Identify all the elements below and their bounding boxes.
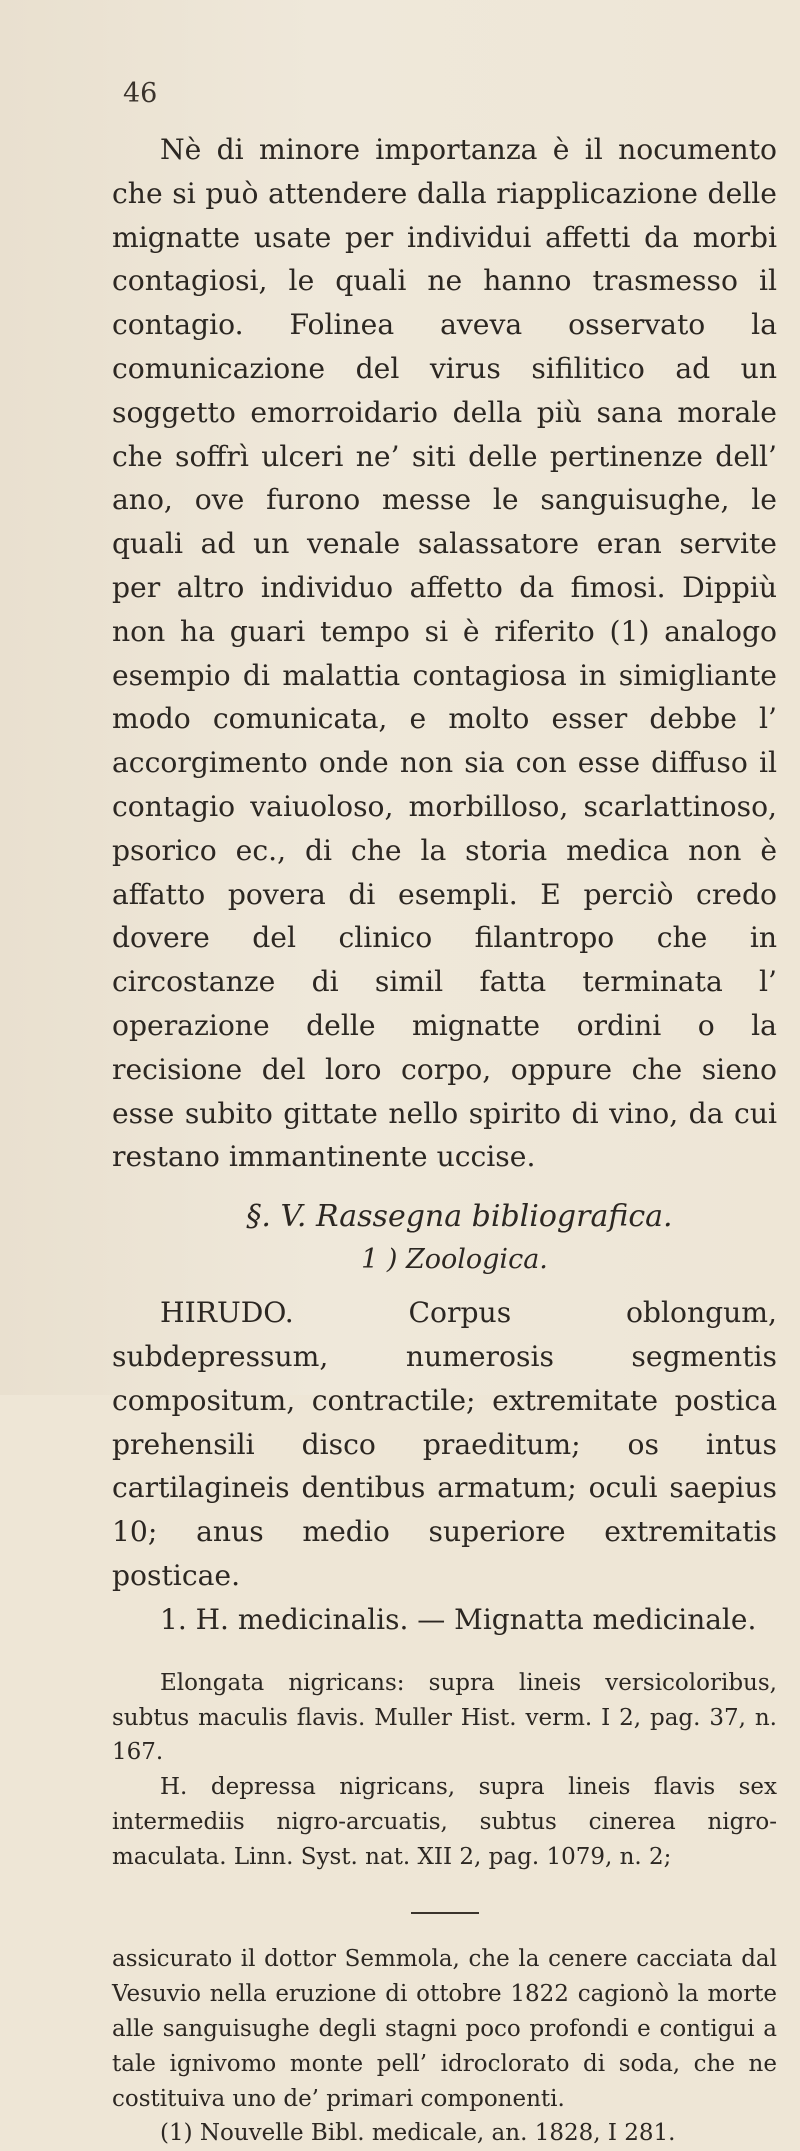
species-desc-2: H. depressa nigricans, supra lineis flavis sex intermediis nigro-arcuatis, subtus cinerea nigro-maculata. Linn. Syst. nat. XII 2, pag. 1079, n. 2; bbox=[112, 1774, 777, 1870]
species-description bbox=[112, 1666, 777, 1875]
latin-description: HIRUDO. Corpus oblongum, subdepressum, numerosis segmentis compositum, contractile; extremitate postica prehensili disco praeditum; os intus cartilagineis dentibus armatum; oculi saepius 10; anus medio superiore extremitatis posticae. bbox=[112, 1296, 777, 1592]
footnote-divider bbox=[411, 1912, 479, 1914]
subsection-heading: 1 ) Zoologica. bbox=[361, 1244, 548, 1276]
section-heading: §. V. Rassegna bibliografica. bbox=[246, 1199, 673, 1235]
main-paragraph: Nè di minore importanza è il nocumento che si può attendere dalla riapplicazione delle mignatte usate per individui affetti da morbi contagiosi, le quali ne hanno trasmesso il contagio. Folinea aveva osservato la comunicazione del virus sifilitico ad un soggetto emorroidario della più sana morale che soffrì ulceri ne’ siti delle pertinenze dell’ ano, ove furono messe le sanguisughe, le quali ad un venale salassatore eran servite per altro individuo affetto da fimosi. Dippiù non ha guari tempo si è riferito (1) analogo esempio di malattia contagiosa in simigliante modo comunicata, e molto esser debbe l’ accorgimento onde non sia con esse diffuso il contagio vaiuoloso, morbilloso, scarlattinoso, psorico ec., di che la storia medica non è affatto povera di esempli. E perciò credo dovere del clinico filantropo che in circostanze di simil fatta terminata l’ operazione delle mignatte ordini o la recisione del loro corpo, oppure che sieno esse subito gittate nello spirito di vino, da cui restano immantinente uccise. bbox=[112, 133, 777, 1174]
page-number: 46 bbox=[123, 78, 158, 109]
footnote-reference: (1) Nouvelle Bibl. medicale, an. 1828, I 281. bbox=[160, 2120, 676, 2147]
footnote-text: assicurato il dottor Semmola, che la cenere cacciata dal Vesuvio nella eruzione di ottobre 1822 cagionò la morte alle sanguisughe degli stagni poco profondi e contigui a tale ignivomo monte pell’ idroclorato di soda, che ne costituiva uno de’ primari componenti. bbox=[112, 1946, 777, 2112]
page-body bbox=[112, 128, 777, 2151]
species-entry: 1. H. medicinalis. — Mignatta medicinale. bbox=[160, 1602, 757, 1636]
species-desc-1: Elongata nigricans: supra lineis versicoloribus, subtus maculis flavis. Muller Hist. verm. I 2, pag. 37, n. 167. bbox=[112, 1669, 777, 1766]
